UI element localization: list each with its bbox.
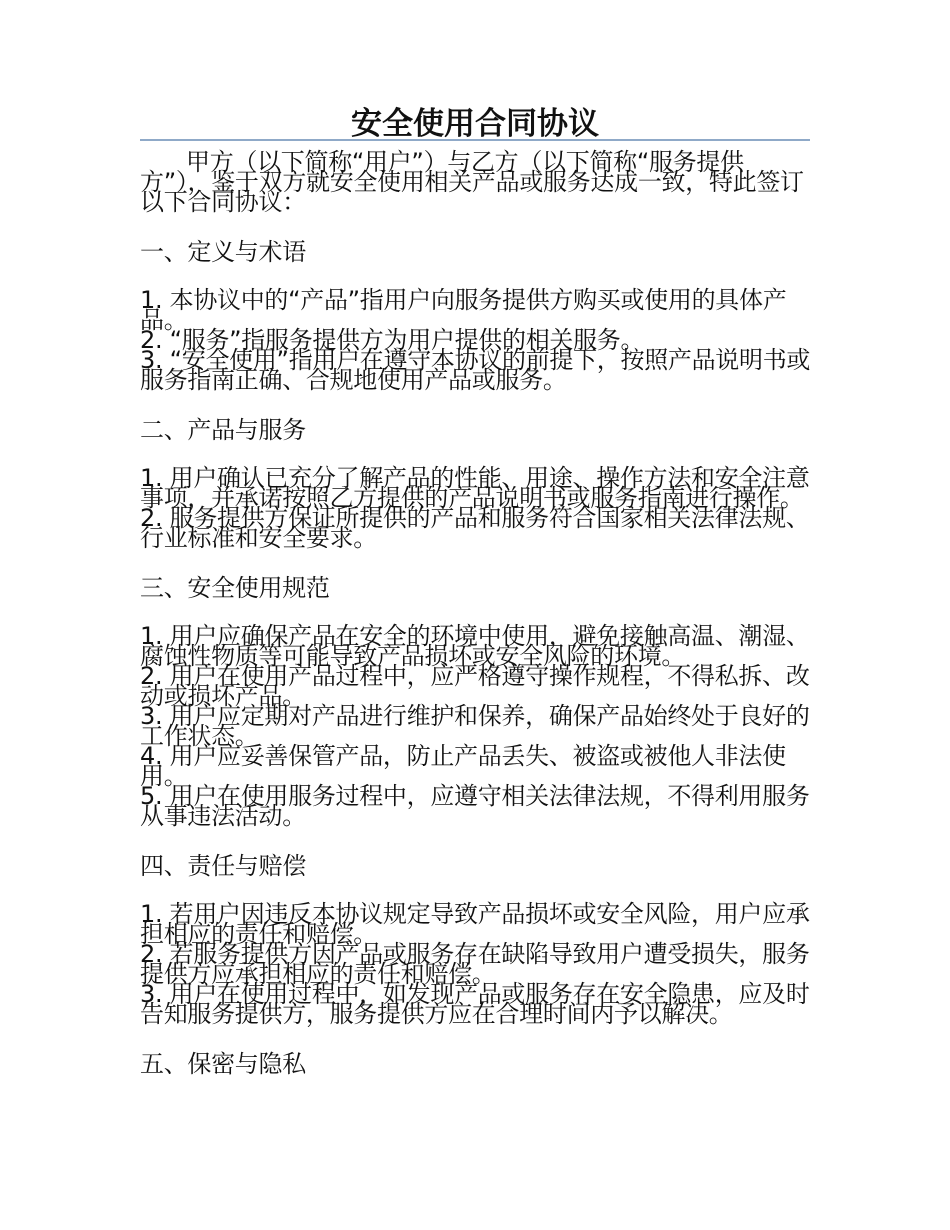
- list-item: 1. 本协议中的“产品”指用户向服务提供方购买或使用的具体产品。: [140, 286, 787, 334]
- list-item: 1. 用户应确保产品在安全的环境中使用，避免接触高温、潮湿、腐蚀性物质等可能导致产品损坏或安全风险的环境。: [140, 622, 810, 670]
- list-item: 1. 用户确认已充分了解产品的性能、用途、操作方法和安全注意事项，并承诺按照乙方提供的产品说明书或服务指南进行操作。: [140, 464, 810, 512]
- section-heading-privacy: 五、保密与隐私: [140, 1050, 306, 1078]
- list-item: 3. “安全使用”指用户在遵守本协议的前提下，按照产品说明书或服务指南正确、合规地使用产品或服务。: [140, 346, 811, 394]
- section-heading-safety-rules: 三、安全使用规范: [140, 574, 330, 602]
- list-item: 2. 服务提供方保证所提供的产品和服务符合国家相关法律法规、行业标准和安全要求。: [140, 504, 810, 552]
- list-item: 2. 若服务提供方因产品或服务存在缺陷导致用户遭受损失，服务提供方应承担相应的责任和赔偿。: [140, 940, 810, 988]
- list-item: 3. 用户在使用过程中，如发现产品或服务存在安全隐患，应及时告知服务提供方，服务提供方应在合理时间内予以解决。: [140, 980, 810, 1028]
- list-item: 1. 若用户因违反本协议规定导致产品损坏或安全风险，用户应承担相应的责任和赔偿。: [140, 900, 810, 948]
- section-heading-definitions: 一、定义与术语: [140, 238, 306, 266]
- list-item: 2. “服务”指服务提供方为用户提供的相关服务。: [140, 326, 645, 354]
- list-item: 3. 用户应定期对产品进行维护和保养，确保产品始终处于良好的工作状态。: [140, 702, 810, 750]
- list-item: 2. 用户在使用产品过程中，应严格遵守操作规程，不得私拆、改动或损坏产品。: [140, 662, 810, 710]
- document-body: [140, 148, 812, 1102]
- section-heading-liability: 四、责任与赔偿: [140, 852, 306, 880]
- title-underline: [140, 139, 810, 141]
- document-title: 安全使用合同协议: [351, 106, 599, 142]
- list-item: 5. 用户在使用服务过程中，应遵守相关法律法规，不得利用服务从事违法活动。: [140, 782, 810, 830]
- section-heading-products: 二、产品与服务: [140, 416, 306, 444]
- intro-paragraph: 甲方（以下简称“用户”）与乙方（以下简称“服务提供方”），鉴于双方就安全使用相关产品或服务达成一致，特此签订以下合同协议：: [140, 148, 804, 216]
- list-item: 4. 用户应妥善保管产品，防止产品丢失、被盗或被他人非法使用。: [140, 742, 786, 790]
